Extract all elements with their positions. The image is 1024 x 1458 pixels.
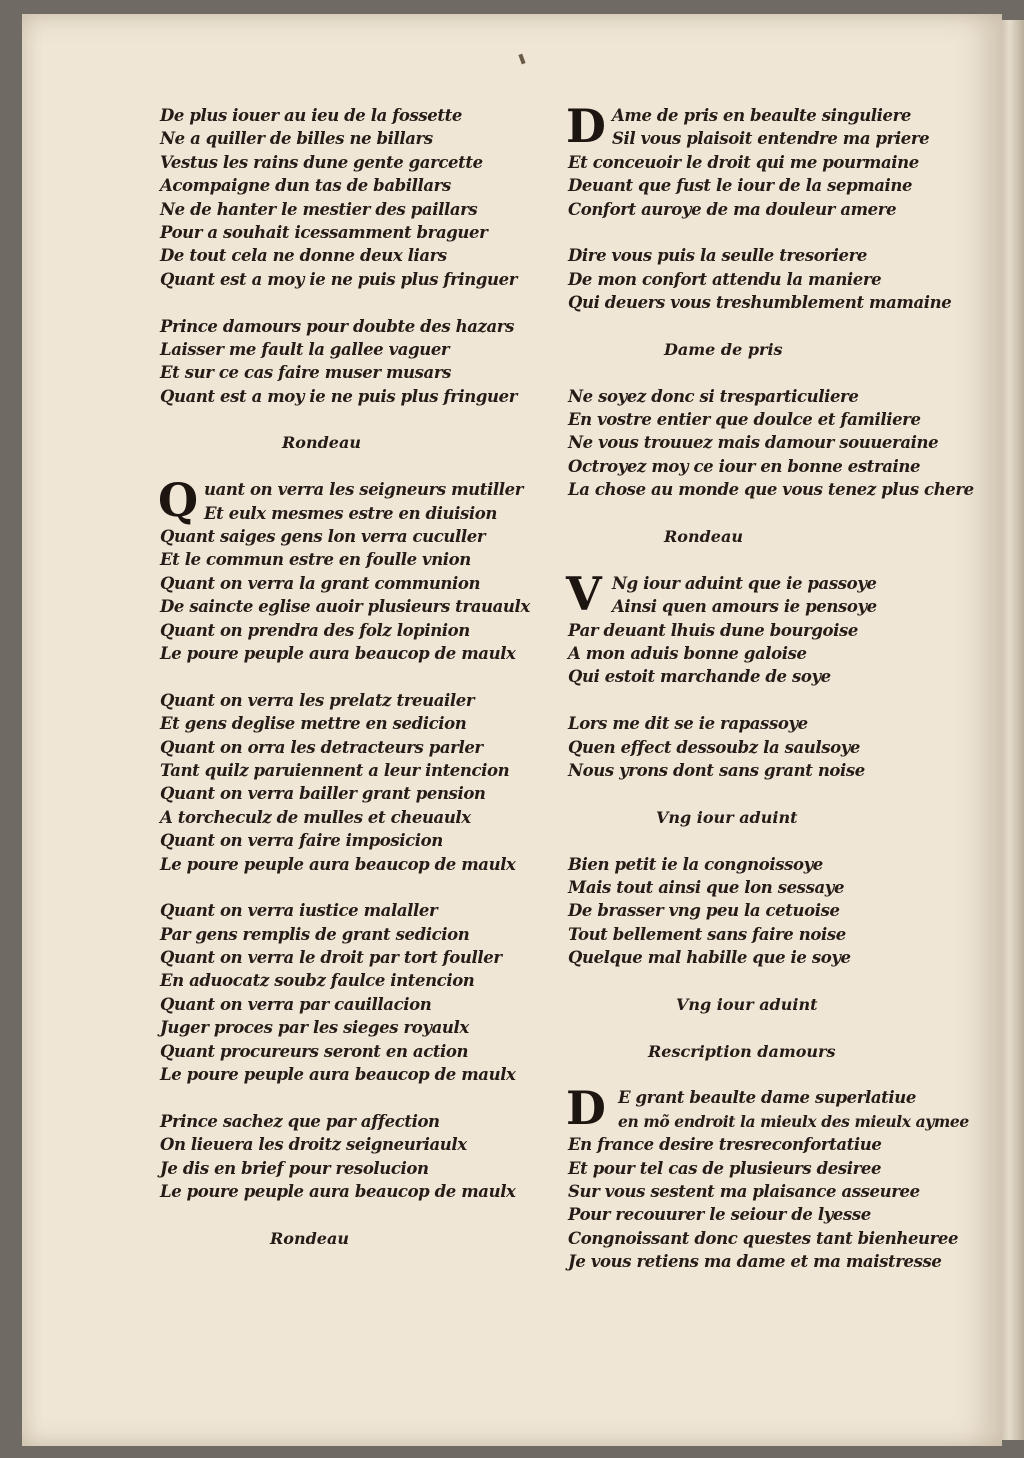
- right-stanza-2: [568, 244, 968, 314]
- section-heading: Vng iour aduint: [656, 807, 798, 827]
- left-stanza-4: [160, 689, 540, 876]
- verse-line: en mõ endroit la mieulx des mieulx aymee: [618, 1111, 969, 1131]
- verse-line: Et gens deglise mettre en sedicion: [160, 714, 467, 734]
- right-description: [566, 1081, 969, 1273]
- verse-line: Quant on verra la grant communion: [160, 573, 481, 593]
- right-stanza-6: [568, 853, 968, 970]
- drop-capital: Q: [158, 473, 199, 528]
- right-stanza-5: [568, 712, 968, 782]
- verse-line: Et le commun estre en foulle vnion: [160, 550, 471, 570]
- verse-line: Ainsi quen amours ie pensoye: [612, 597, 877, 617]
- verse-line: Le poure peuple aura beaucop de maulx: [160, 1181, 516, 1201]
- right-stanza-3: [568, 385, 974, 502]
- verse-line: Par gens remplis de grant sedicion: [160, 924, 470, 944]
- verse-line: Quant on verra faire imposicion: [160, 831, 443, 851]
- verse-line: Ne de hanter le mestier des paillars: [160, 199, 478, 219]
- verse-line: Prince sachez que par affection: [160, 1111, 440, 1131]
- drop-capital: V: [566, 566, 602, 621]
- verse-line: Quant est a moy ie ne puis plus fringuer: [160, 386, 518, 406]
- verse-line: De saincte eglise auoir plusieurs trauaulx: [160, 597, 530, 617]
- verse-line: Acompaigne dun tas de babillars: [160, 176, 451, 196]
- section-heading: Rondeau: [664, 527, 743, 547]
- verse-line: Bien petit ie la congnoissoye: [568, 854, 823, 874]
- verse-line: Sur vous sestent ma plaisance asseuree: [568, 1181, 920, 1201]
- verse-line: Dire vous puis la seulle tresoriere: [568, 246, 867, 266]
- verse-line: Lors me dit se ie rapassoye: [568, 714, 808, 734]
- verse-line: Mais tout ainsi que lon sessaye: [568, 877, 845, 897]
- section-heading: Rescription damours: [648, 1041, 836, 1061]
- verse-line: Laisser me fault la gallee vaguer: [160, 339, 450, 359]
- verse-line: uant on verra les seigneurs mutiller: [204, 480, 523, 500]
- verse-line: Ame de pris en beaulte singuliere: [612, 106, 912, 125]
- verse-line: Quant on verra bailler grant pension: [160, 784, 486, 804]
- verse-line: Tant quilz paruiennent a leur intencion: [160, 760, 510, 780]
- verse-line: Deuant que fust le iour de la sepmaine: [568, 176, 913, 196]
- verse-line: Confort auroye de ma douleur amere: [568, 199, 897, 219]
- ink-mark: [518, 54, 525, 65]
- verse-line: Quen effect dessoubz la saulsoye: [568, 737, 861, 757]
- verse-line: De tout cela ne donne deux liars: [160, 246, 447, 266]
- verse-line: Qui deuers vous treshumblement mamaine: [568, 293, 952, 313]
- verse-line: Quant est a moy ie ne puis plus fringuer: [160, 269, 518, 289]
- verse-line: De plus iouer au ieu de la fossette: [160, 106, 462, 125]
- left-stanza-6: [160, 1110, 540, 1204]
- verse-line: Je vous retiens ma dame et ma maistresse: [568, 1252, 942, 1272]
- left-stanza-1: [160, 104, 540, 291]
- verse-line: En france desire tresreconfortatiue: [568, 1135, 882, 1155]
- verse-line: Le poure peuple aura beaucop de maulx: [160, 854, 516, 874]
- section-heading: Dame de pris: [664, 339, 783, 359]
- verse-line: Et pour tel cas de plusieurs desiree: [568, 1158, 882, 1178]
- verse-line: Quant on prendra des folz lopinion: [160, 620, 470, 640]
- verse-line: Ne vous trouuez mais damour souueraine: [568, 433, 939, 453]
- drop-capital: D: [566, 1081, 606, 1136]
- verse-line: E grant beaulte dame superlatiue: [618, 1088, 916, 1108]
- section-heading: Vng iour aduint: [676, 994, 818, 1014]
- verse-line: Quant procureurs seront en action: [160, 1041, 469, 1061]
- verse-line: Ne soyez donc si tresparticuliere: [568, 386, 859, 406]
- verse-line: En aduocatz soubz faulce intencion: [160, 971, 475, 991]
- verse-line: Quelque mal habille que ie soye: [568, 948, 851, 968]
- verse-line: Quant on verra le droit par tort fouller: [160, 948, 502, 968]
- verse-line: Prince damours pour doubte des hazars: [160, 316, 514, 336]
- verse-line: Ne a quiller de billes ne billars: [160, 129, 433, 149]
- verse-line: Je dis en brief pour resolucion: [160, 1158, 429, 1178]
- verse-line: Qui estoit marchande de soye: [568, 667, 831, 687]
- verse-line: Juger proces par les sieges royaulx: [160, 1018, 469, 1038]
- section-heading: Rondeau: [270, 1228, 349, 1248]
- verse-line: Quant on verra les prelatz treuailer: [160, 690, 475, 710]
- verse-line: Et eulx mesmes estre en diuision: [204, 503, 497, 523]
- verse-line: Vestus les rains dune gente garcette: [160, 152, 483, 172]
- page-edge: [1000, 20, 1024, 1440]
- verse-line: Sil vous plaisoit entendre ma priere: [612, 129, 930, 149]
- verse-line: Et sur ce cas faire muser musars: [160, 363, 452, 383]
- verse-line: De mon confort attendu la maniere: [568, 269, 882, 289]
- verse-line: A mon aduis bonne galoise: [568, 643, 807, 663]
- verse-line: Pour a souhait icessamment braguer: [160, 222, 488, 242]
- drop-capital: D: [566, 99, 606, 153]
- verse-line: Quant on verra par cauillacion: [160, 994, 432, 1014]
- verse-line: Ng iour aduint que ie passoye: [612, 573, 877, 593]
- verse-line: Congnoissant donc questes tant bienheuree: [568, 1228, 959, 1248]
- verse-line: En vostre entier que doulce et familiere: [568, 410, 921, 430]
- verse-line: On lieuera les droitz seigneuriaulx: [160, 1135, 467, 1155]
- verse-line: Et conceuoir le droit qui me pourmaine: [568, 152, 919, 172]
- verse-line: Quant on orra les detracteurs parler: [160, 737, 483, 757]
- verse-line: Quant saiges gens lon verra cuculler: [160, 527, 486, 547]
- verse-line: A torcheculz de mulles et cheuaulx: [160, 807, 471, 827]
- section-heading: Rondeau: [282, 433, 361, 453]
- verse-line: Octroyez moy ce iour en bonne estraine: [568, 456, 921, 476]
- verse-line: Par deuant lhuis dune bourgoise: [568, 620, 858, 640]
- right-rondeau: [566, 566, 968, 689]
- verse-line: Le poure peuple aura beaucop de maulx: [160, 643, 516, 663]
- left-stanza-5: [160, 899, 540, 1086]
- right-poem-1: [566, 99, 968, 221]
- left-stanza-2: [160, 315, 540, 409]
- verse-line: Quant on verra iustice malaller: [160, 901, 438, 921]
- verse-line: Tout bellement sans faire noise: [568, 924, 846, 944]
- left-rondeau-1: [158, 473, 540, 665]
- verse-line: Pour recouurer le seiour de lyesse: [568, 1205, 871, 1225]
- verse-line: De brasser vng peu la cetuoise: [568, 901, 840, 921]
- verse-line: La chose au monde que vous tenez plus chere: [568, 480, 974, 500]
- verse-line: Le poure peuple aura beaucop de maulx: [160, 1065, 516, 1085]
- left-column: [160, 104, 540, 1250]
- right-column: [566, 99, 974, 1274]
- verse-line: Nous yrons dont sans grant noise: [568, 760, 865, 780]
